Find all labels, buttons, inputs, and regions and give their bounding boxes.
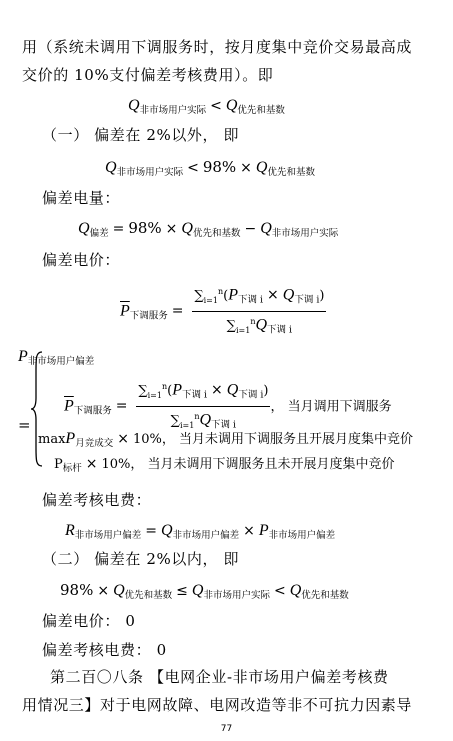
fraction-avg-price: $\frac{\sum_{i=1}^n(P_{下调 i} \times Q_{下调 i})}{\sum_{i=1}^nQ_{下调 i}}$	[192, 283, 326, 340]
formula-5-label: $P_{非市场用户偏差}$	[18, 348, 95, 367]
text-line-6: 偏差考核电费：	[42, 491, 152, 509]
formula-1: $Q_{非市场用户实际} < Q_{优先和基数}$	[128, 97, 285, 116]
formula-5-case-1: $\overline{P}_{下调服务}$ = $\frac{\sum_{i=1}^n(P_{下调 i} \times Q_{下调 i})}{\sum_{i=1}^nQ_{下调 i}}$ ， 当月调用下调服务	[64, 378, 392, 435]
formula-5-case-3: $P_{标杆} \times 10\%$， 当月未调用下调服务且未开展月度集中竞价	[54, 456, 395, 474]
text-line-3: （一） 偏差在 2%以外， 即	[42, 126, 240, 144]
text-line-8: 偏差电价： 0	[42, 612, 136, 630]
formula-7: $98\% \times Q_{优先和基数} \le Q_{非市场用户实际} < Q_{优先和基数}$	[60, 581, 349, 601]
formula-5-case-2: maxP$_{月竞成交}$ × 10%， 当月未调用下调服务且开展月度集中竞价	[38, 430, 413, 449]
formula-3: $Q_{偏差} = 98\% \times Q_{优先和基数} - Q_{非市场用户实际}$	[78, 219, 339, 239]
formula-2: $Q_{非市场用户实际} < 98\% \times Q_{优先和基数}$	[105, 158, 315, 178]
page-number: 77	[220, 724, 233, 734]
text-line-5: 偏差电价：	[42, 251, 121, 269]
text-line-2: 交价的 10%支付偏差考核费用）。即	[22, 66, 274, 84]
formula-5-equals: =	[18, 416, 31, 434]
text-line-11: 用情况三】对于电网故障、电网改造等非不可抗力因素导	[22, 696, 413, 714]
text-line-9: 偏差考核电费： 0	[42, 641, 167, 659]
fraction-case-1: $\frac{\sum_{i=1}^n(P_{下调 i} \times Q_{下调 i})}{\sum_{i=1}^nQ_{下调 i}}$	[136, 378, 270, 435]
text-line-1: 用（系统未调用下调服务时，按月度集中竞价交易最高成	[22, 38, 413, 56]
text-line-10: 第二百〇八条 【电网企业-非市场用户偏差考核费	[50, 668, 389, 686]
text-line-7: （二） 偏差在 2%以内， 即	[42, 550, 240, 568]
formula-6: $R_{非市场用户偏差} = Q_{非市场用户偏差} \times P_{非市场用户偏差}$	[65, 522, 336, 541]
text-line-4: 偏差电量：	[42, 189, 121, 207]
formula-4: $\overline{P}_{下调服务}$ = $\frac{\sum_{i=1}^n(P_{下调 i} \times Q_{下调 i})}{\sum_{i=1}^nQ_{下调 i}}$	[120, 283, 326, 340]
